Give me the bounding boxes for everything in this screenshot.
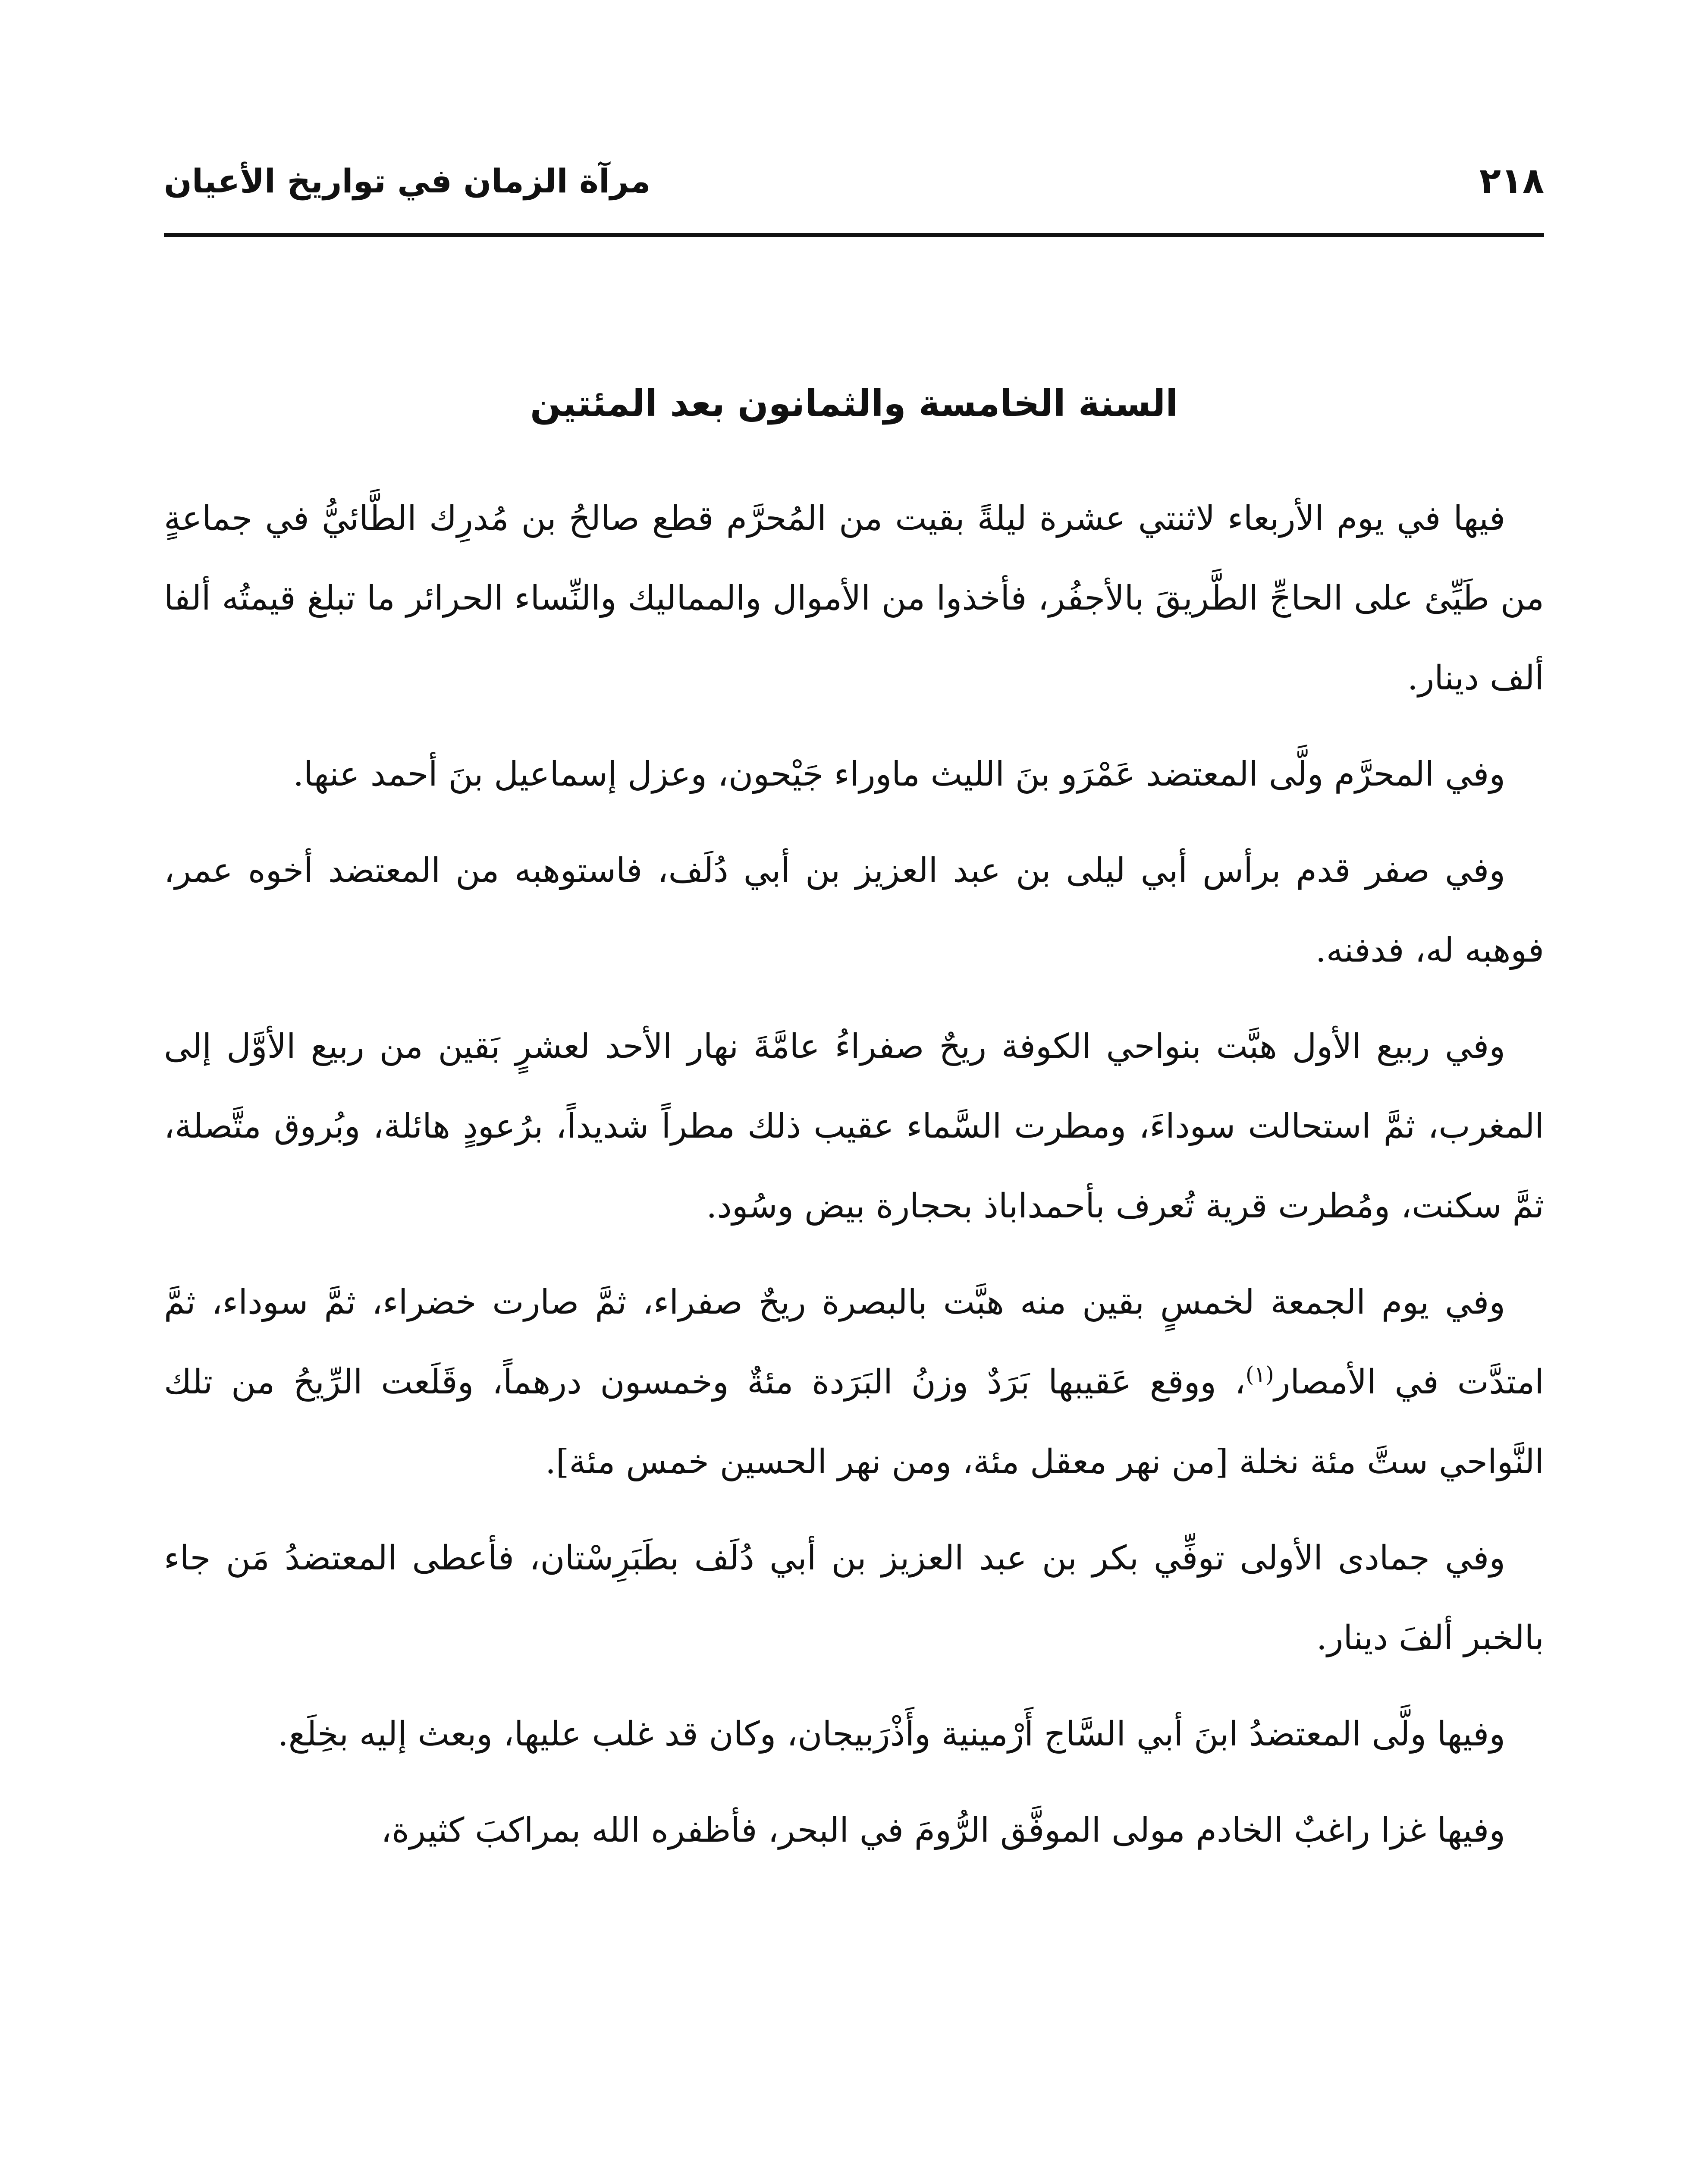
main-text <box>164 479 1544 1887</box>
paragraph-text: ، ووقع عَقيبها بَرَدٌ وزنُ البَرَدة مئةٌ وخمسون درهماً، وقَلَعت الرِّيحُ من تلك النَّواحي ستَّ مئة نخلة [من نهر معقل مئة، ومن نهر الحسين خمس مئة]. <box>164 1363 1544 1481</box>
paragraph: وفيها غزا راغبٌ الخادم مولى الموفَّق الرُّومَ في البحر، فأظفره الله بمراكبَ كثيرة، <box>381 1811 1505 1850</box>
header-divider <box>164 233 1544 237</box>
paragraph: وفيها ولَّى المعتضدُ ابنَ أبي السَّاج أَرْمينية وأَذْرَبيجان، وكان قد غلب عليها، وبعث إليه بخِلَع. <box>277 1715 1505 1754</box>
footnote-reference[interactable]: (١) <box>1245 1362 1274 1387</box>
paragraph-with-footnote <box>164 1263 1544 1502</box>
running-title: مرآة الزمان في تواريخ الأعيان <box>164 162 651 200</box>
paragraph-text: وفي يوم الجمعة لخمسٍ بقين منه هبَّت بالبصرة ريحٌ صفراء، ثمَّ صارت خضراء، ثمَّ سوداء، ثمَّ امتدَّت في الأمصار <box>164 1283 1544 1402</box>
paragraph: فيها في يوم الأربعاء لاثنتي عشرة ليلةً بقيت من المُحرَّم قطع صالحُ بن مُدرِك الطَّائيُّ في جماعةٍ من طَيِّئ على الحاجِّ الطَّريقَ بالأجفُر، فأخذوا من الأموال والمماليك والنِّساء الحرائر ما تبلغ قيمتُه ألفا ألف دينار. <box>164 499 1544 698</box>
paragraph: وفي ربيع الأول هبَّت بنواحي الكوفة ريحٌ صفراءُ عامَّةَ نهار الأحد لعشرٍ بَقين من ربيع الأوَّل إلى المغرب، ثمَّ استحالت سوداءَ، ومطرت السَّماء عقيب ذلك مطراً شديداً، برُعودٍ هائلة، وبُروق متَّصلة، ثمَّ سكنت، ومُطرت قرية تُعرف بأحمداباذ بحجارة بيض وسُود. <box>164 1027 1544 1226</box>
page-header <box>164 155 1544 207</box>
paragraph: وفي جمادى الأولى توفِّي بكر بن عبد العزيز بن أبي دُلَف بطَبَرِسْتان، فأعطى المعتضدُ مَن جاء بالخبر ألفَ دينار. <box>164 1539 1544 1657</box>
chapter-title: السنة الخامسة والثمانون بعد المئتين <box>530 382 1178 424</box>
page-number: ٢١٨ <box>1479 160 1544 201</box>
paragraph: وفي المحرَّم ولَّى المعتضد عَمْرَو بنَ الليث ماوراء جَيْحون، وعزل إسماعيل بنَ أحمد عنها. <box>293 755 1505 794</box>
paragraph: وفي صفر قدم برأس أبي ليلى بن عبد العزيز بن أبي دُلَف، فاستوهبه من المعتضد أخوه عمر، فوهبه له، فدفنه. <box>164 851 1544 970</box>
